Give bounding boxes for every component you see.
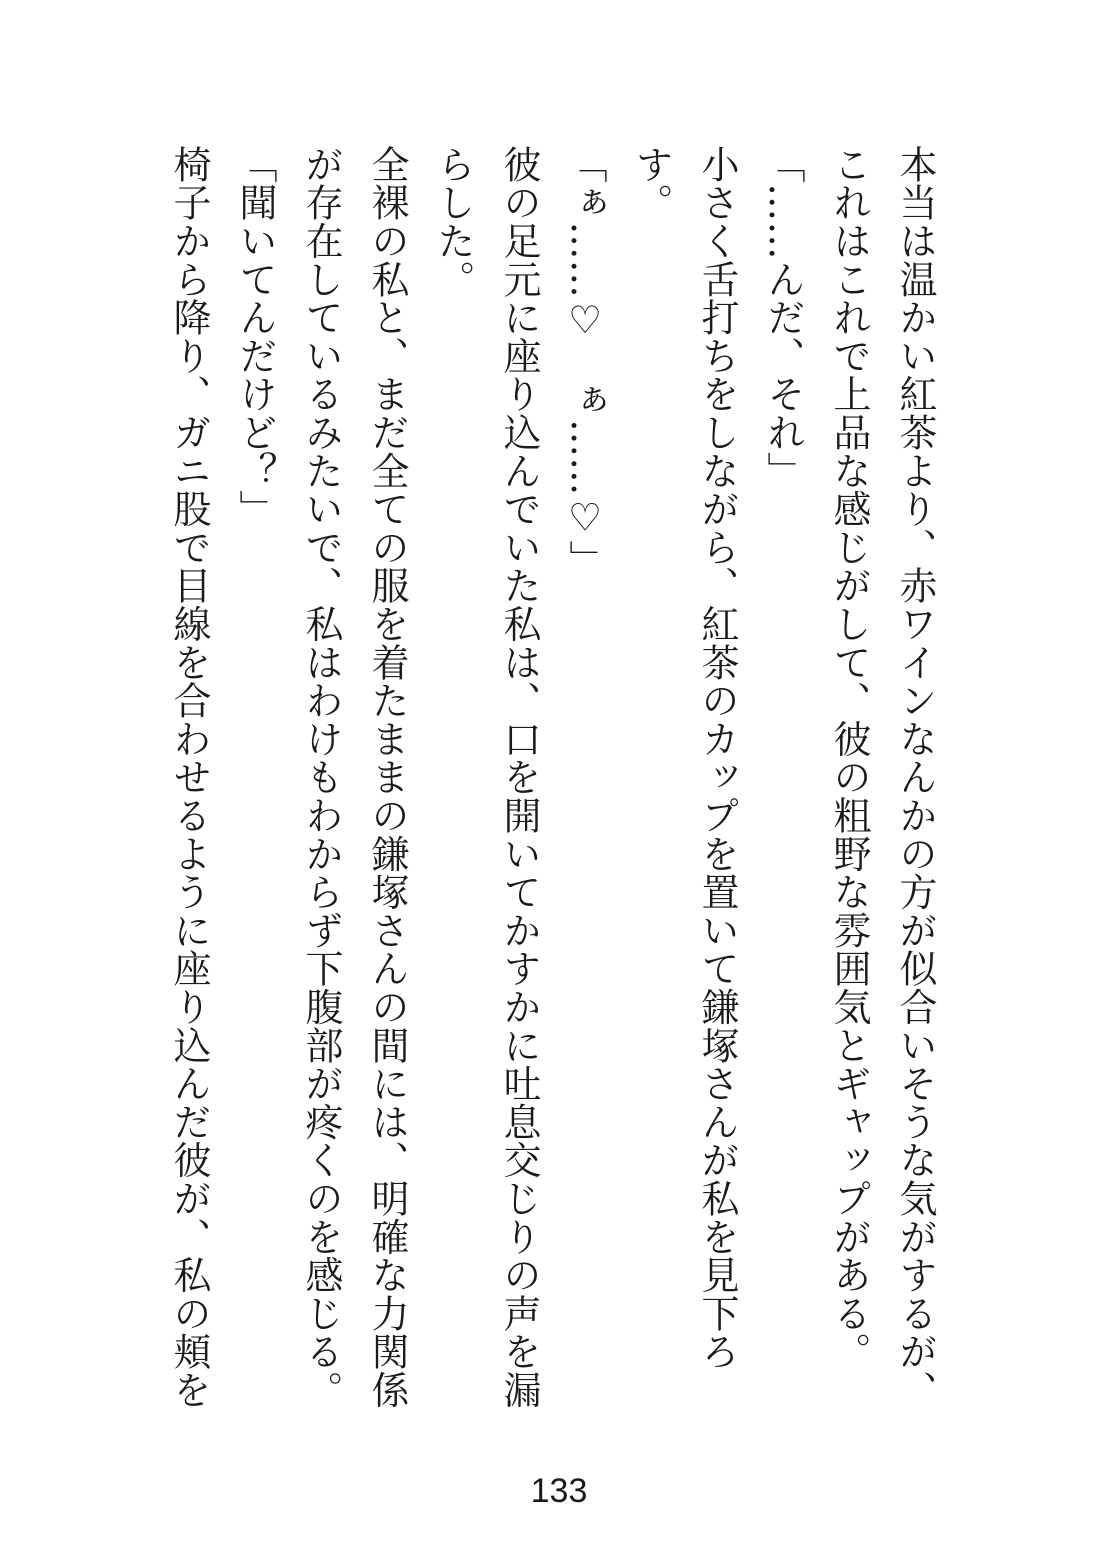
- text-line: 椅子から降り、ガニ股で目線を合わせるように座り込んだ彼が、私の頬を: [167, 145, 211, 1409]
- text-line: す。: [629, 145, 673, 222]
- text-line: 本当は温かい紅茶より、赤ワインなんかの方が似合いそうな気がするが、: [893, 145, 937, 1409]
- text-line: らした。: [431, 145, 475, 299]
- text-line: 「……んだ、それ」: [761, 145, 805, 490]
- vertical-text-body: [156, 145, 948, 1415]
- text-line: これはこれで上品な感じがして、彼の粗野な雰囲気とギャップがある。: [827, 145, 871, 1371]
- page-number: 133: [530, 1472, 588, 1510]
- text-line: 小さく舌打ちをしながら、紅茶のカップを置いて鎌塚さんが私を見下ろ: [695, 145, 739, 1371]
- text-line: が存在しているみたいで、私はわけもわからず下腹部が疼くのを感じる。: [299, 145, 343, 1409]
- text-line: 全裸の私と、まだ全ての服を着たままの鎌塚さんの間には、明確な力関係: [365, 145, 409, 1409]
- text-line: 「聞いてんだけど？」: [233, 145, 277, 528]
- text-line: 「ぁ……♡ ぁ……♡」: [563, 145, 607, 579]
- text-line: 彼の足元に座り込んでいた私は、口を開いてかすかに吐息交じりの声を漏: [497, 145, 541, 1409]
